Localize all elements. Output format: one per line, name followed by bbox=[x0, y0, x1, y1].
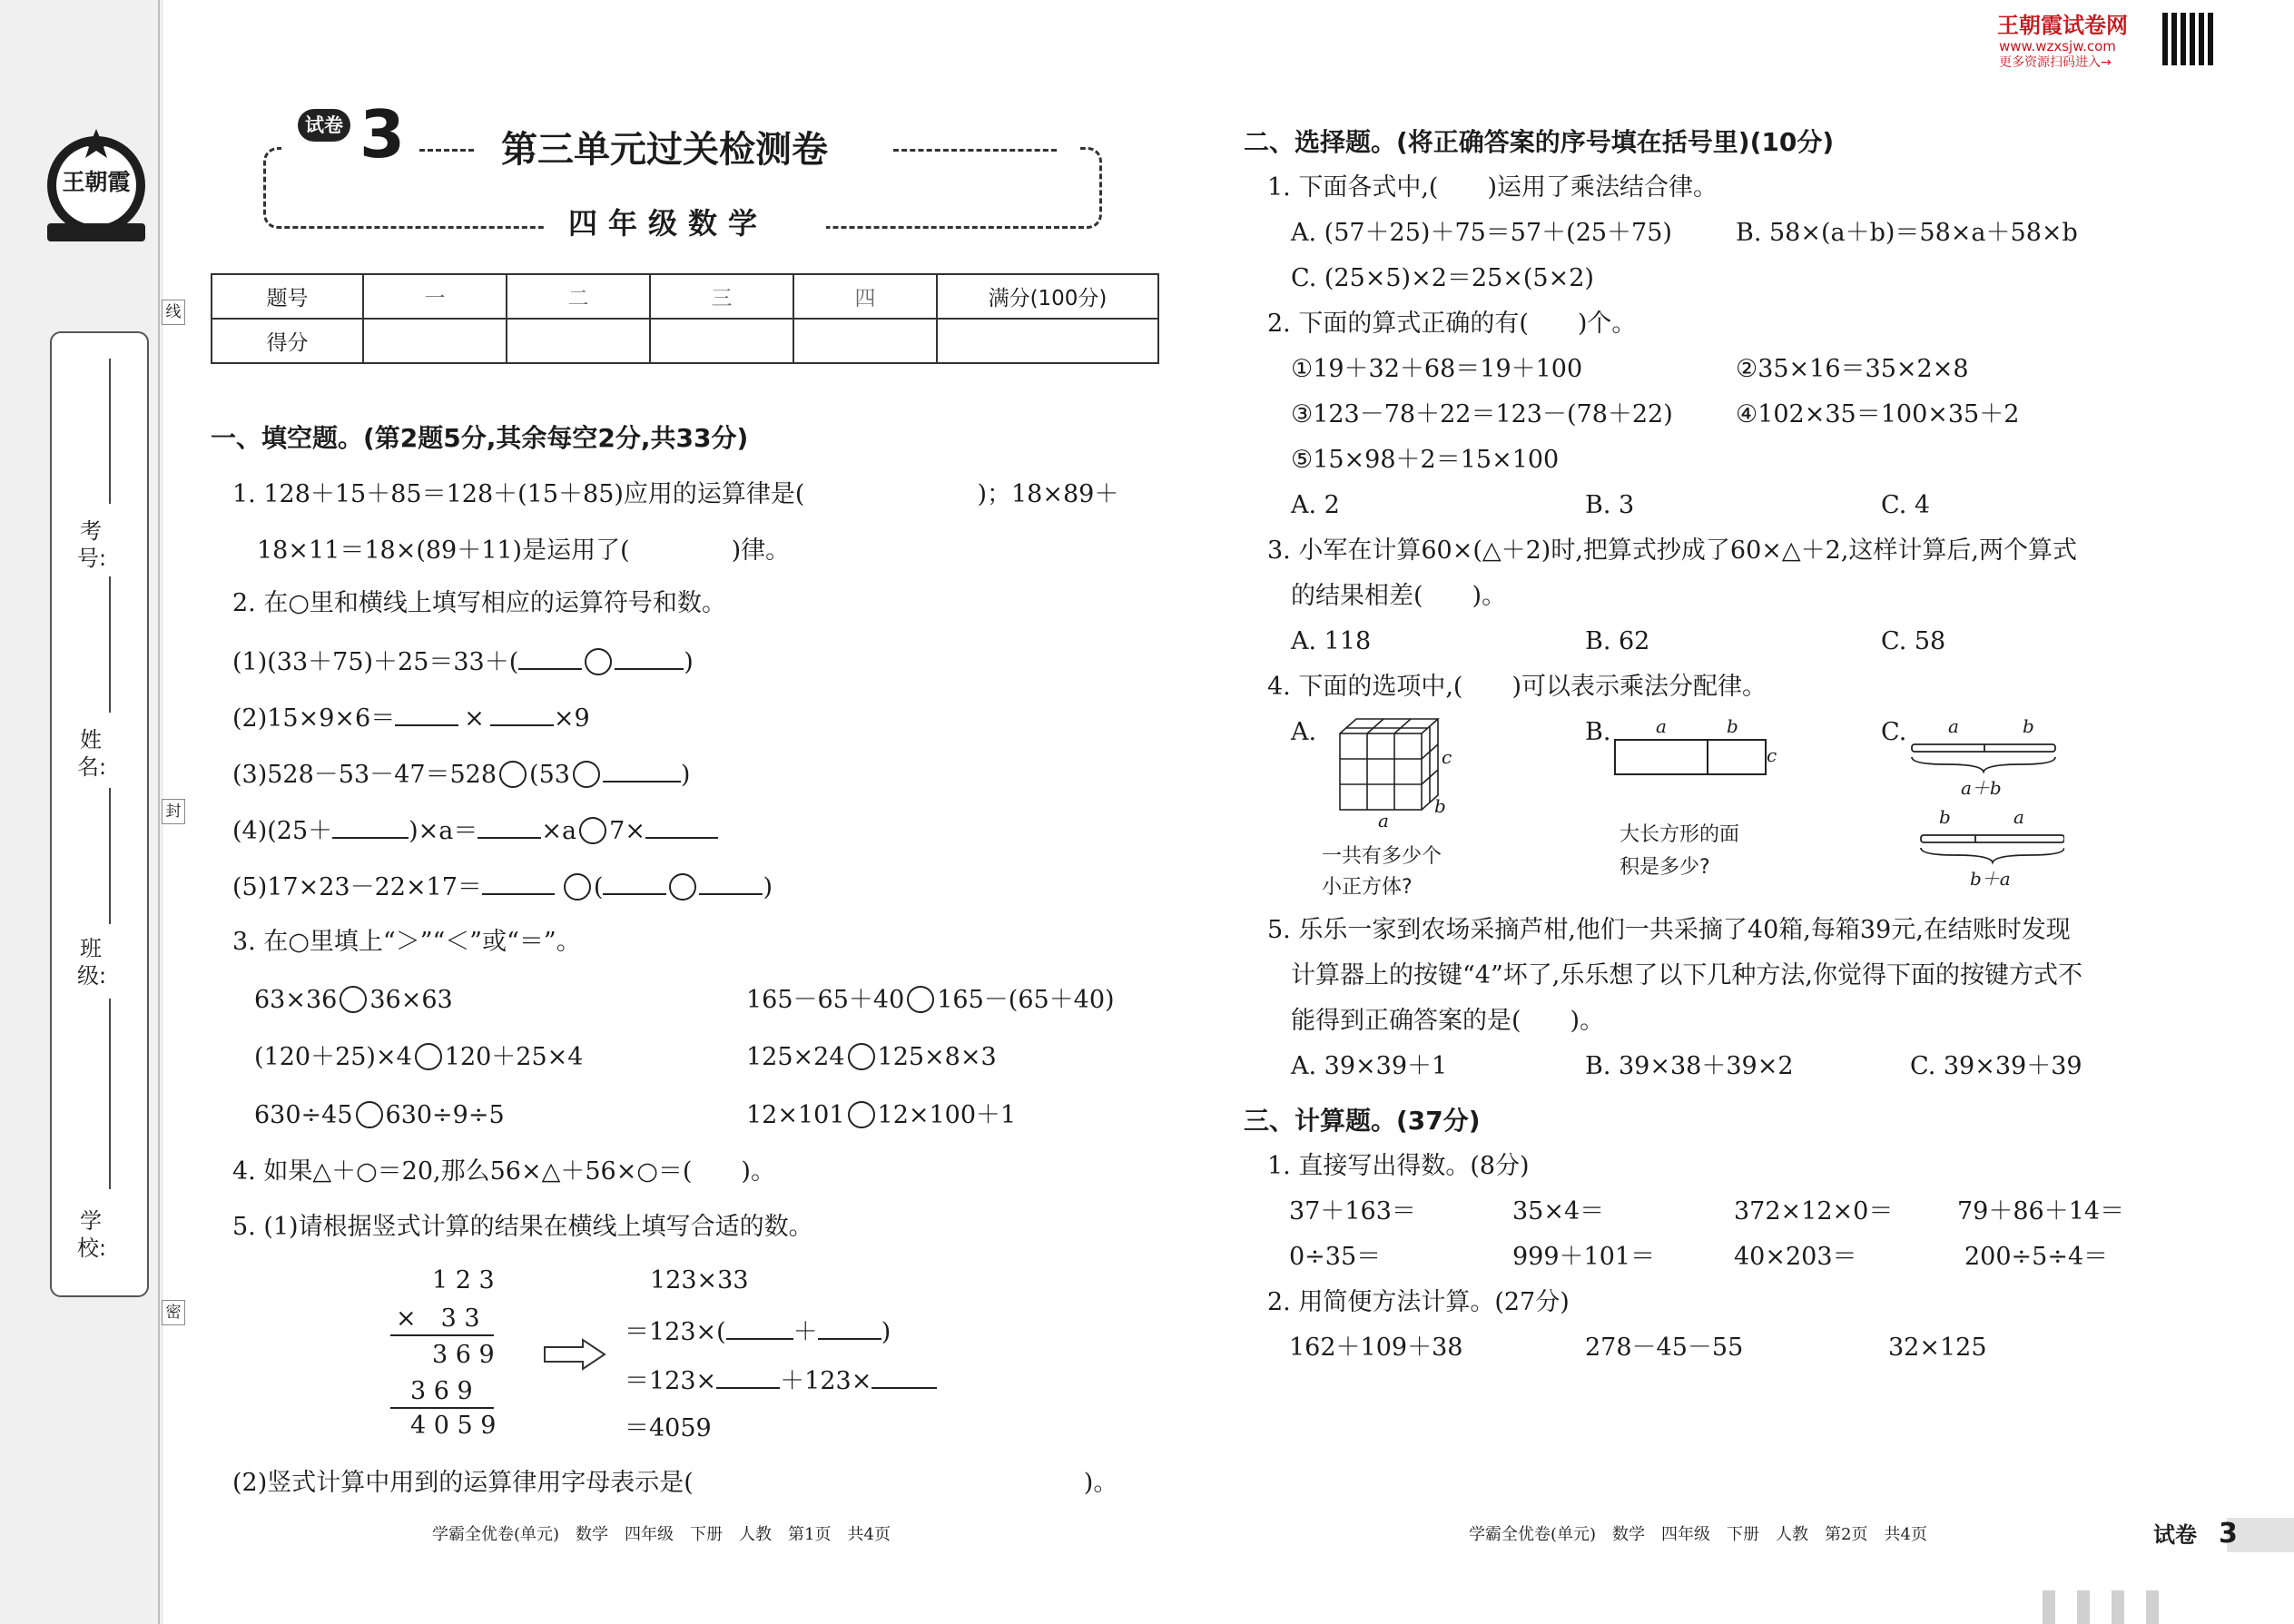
name-underline bbox=[109, 576, 111, 713]
answer-blank[interactable] bbox=[332, 813, 409, 839]
answer-blank[interactable] bbox=[645, 813, 718, 839]
q1-text: 18×11＝18×(89＋11)是运用了( bbox=[257, 536, 630, 565]
score-row-label: 得分 bbox=[212, 319, 363, 363]
q2-text: ( bbox=[593, 873, 604, 901]
q2-3 bbox=[232, 757, 690, 791]
s2-q2-item: ④102×35＝100×35＋2 bbox=[1736, 400, 2020, 428]
operator-circle[interactable] bbox=[499, 761, 527, 788]
caption-a: 一共有多少个 bbox=[1322, 845, 1442, 868]
q1-text: 1. 128＋15＋85＝128＋(15＋85)应用的运算律是( bbox=[232, 480, 805, 508]
operator-circle[interactable] bbox=[573, 761, 600, 788]
answer-blank[interactable] bbox=[482, 870, 555, 895]
dim-label-a: a bbox=[1378, 810, 1389, 832]
score-cell[interactable] bbox=[793, 319, 937, 363]
footer-left: 学霸全优卷(单元) 数学 四年级 下册 人教 第1页 共4页 bbox=[432, 1525, 891, 1544]
dim-label-b: b bbox=[2023, 715, 2034, 737]
calc-item: 37＋163＝ bbox=[1289, 1197, 1416, 1225]
s2-q2-item: ③123－78＋22＝123－(78＋22) bbox=[1291, 400, 1673, 428]
score-cell[interactable] bbox=[937, 319, 1158, 363]
calc-item: 999＋101＝ bbox=[1512, 1243, 1656, 1271]
brand-name: 王朝霞 bbox=[62, 169, 131, 195]
compare-left: 63×36 bbox=[254, 986, 338, 1014]
s2-q2-option-a[interactable]: A. 2 bbox=[1291, 491, 1340, 519]
calc-item: 0÷35＝ bbox=[1289, 1243, 1382, 1271]
caption-b: 积是多少? bbox=[1620, 856, 1710, 879]
q2-text: ×9 bbox=[553, 704, 590, 733]
vertical-calc-row: 3 6 9 bbox=[432, 1341, 495, 1369]
q2-text: (1)(33＋75)＋25＝33＋( bbox=[232, 648, 519, 676]
answer-blank[interactable] bbox=[615, 645, 684, 670]
s2-q2-item: ②35×16＝35×2×8 bbox=[1736, 355, 1969, 383]
exam-badge: 试卷 bbox=[298, 109, 350, 142]
s2-q3-option-c[interactable]: C. 58 bbox=[1881, 627, 1946, 655]
brand-url: www.wzxsjw.com bbox=[1999, 38, 2116, 54]
student-info-panel bbox=[50, 331, 149, 1297]
score-header-cell: 满分(100分) bbox=[937, 274, 1158, 319]
s2-q5-option-a[interactable]: A. 39×39＋1 bbox=[1291, 1052, 1448, 1080]
s2-q5-line1: 5. 乐乐一家到农场采摘芦柑,他们一共采摘了40箱,每箱39元,在结账时发现 bbox=[1267, 916, 2071, 944]
compare-right: 630÷9÷5 bbox=[385, 1101, 505, 1129]
cut-mark-xian: 线 bbox=[162, 300, 185, 325]
answer-blank[interactable] bbox=[395, 701, 458, 726]
page-tag-label: 试卷 bbox=[2153, 1522, 2197, 1548]
binding-line bbox=[158, 0, 160, 1624]
step-text: ＝123× bbox=[625, 1367, 717, 1395]
q1-text: )；18×89＋ bbox=[977, 480, 1119, 508]
calc-item: 79＋86＋14＝ bbox=[1957, 1197, 2125, 1225]
q5-2-text: )。 bbox=[1083, 1469, 1118, 1497]
class-label: 班级: bbox=[77, 936, 107, 989]
compare-item bbox=[254, 1042, 583, 1073]
operator-circle[interactable] bbox=[579, 817, 606, 844]
section3-title: 三、计算题。(37分) bbox=[1244, 1106, 1481, 1136]
answer-blank[interactable] bbox=[478, 813, 541, 839]
s2-q2-option-c[interactable]: C. 4 bbox=[1881, 491, 1931, 519]
score-cell[interactable] bbox=[650, 319, 793, 363]
cut-mark-mi: 密 bbox=[162, 1300, 185, 1325]
s2-q2-item: ①19＋32＋68＝19＋100 bbox=[1291, 355, 1583, 383]
score-cell[interactable] bbox=[507, 319, 650, 363]
q5-1: 5. (1)请根据竖式计算的结果在横线上填写合适的数。 bbox=[232, 1213, 813, 1241]
answer-blank[interactable] bbox=[603, 757, 681, 782]
dim-label-b: b bbox=[1939, 806, 1951, 828]
dim-label-c: c bbox=[1442, 746, 1452, 768]
page-tag-number: 3 bbox=[2219, 1518, 2238, 1550]
score-header-cell: 二 bbox=[507, 274, 650, 319]
answer-blank[interactable] bbox=[699, 870, 763, 895]
compare-item bbox=[254, 985, 453, 1016]
dim-label-a: a bbox=[2013, 806, 2024, 828]
compare-left: 165－65＋40 bbox=[746, 986, 905, 1014]
school-label: 学校: bbox=[77, 1208, 107, 1261]
step-row: 123×33 bbox=[650, 1266, 749, 1294]
corner-mark bbox=[2146, 1590, 2159, 1624]
compare-left: 125×24 bbox=[746, 1043, 845, 1071]
name-underline bbox=[109, 359, 111, 504]
calc-item: 40×203＝ bbox=[1734, 1243, 1857, 1271]
q5-2 bbox=[232, 1468, 1117, 1499]
caption-a: 小正方体? bbox=[1322, 876, 1413, 899]
q2-text: (2)15×9×6＝ bbox=[232, 704, 396, 733]
rectangle-figure bbox=[1614, 739, 1767, 775]
cut-mark-feng: 封 bbox=[162, 799, 185, 824]
score-table-header bbox=[212, 274, 1158, 319]
dim-label-b: b bbox=[1727, 715, 1738, 737]
s2-q1-option-a[interactable]: A. (57＋25)＋75＝57＋(25＋75) bbox=[1291, 219, 1672, 247]
s2-q3-option-a[interactable]: A. 118 bbox=[1291, 627, 1372, 655]
section1-title: 一、填空题。(第2题5分,其余每空2分,共33分) bbox=[211, 423, 749, 453]
q2-2 bbox=[232, 701, 590, 734]
compare-left: (120＋25)×4 bbox=[254, 1043, 412, 1071]
q2-text: ×a bbox=[541, 817, 577, 845]
corner-mark bbox=[2043, 1590, 2055, 1624]
compare-right: 12×100＋1 bbox=[877, 1101, 1017, 1129]
q2-text: )×a＝ bbox=[409, 817, 478, 845]
answer-blank[interactable] bbox=[871, 1363, 937, 1389]
score-table bbox=[211, 273, 1159, 364]
q1-line2 bbox=[257, 536, 790, 566]
corner-mark bbox=[2112, 1590, 2124, 1624]
score-header-cell: 四 bbox=[793, 274, 937, 319]
brand-note: 更多资源扫码进入→ bbox=[1999, 55, 2112, 70]
s2-q4-option-a[interactable]: A. bbox=[1291, 718, 1317, 746]
step-row bbox=[625, 1314, 891, 1348]
title-dashes bbox=[419, 149, 474, 152]
vertical-calc-row: 1 2 3 bbox=[432, 1266, 495, 1294]
brand-site-title: 王朝霞试卷网 bbox=[1997, 13, 2128, 38]
calc-item: 372×12×0＝ bbox=[1734, 1197, 1894, 1225]
answer-blank[interactable] bbox=[518, 645, 582, 670]
q2-5 bbox=[232, 870, 773, 903]
q5-2-text: (2)竖式计算中用到的运算律用字母表示是( bbox=[232, 1469, 694, 1497]
arrow-icon bbox=[543, 1338, 606, 1374]
dim-label-a: a bbox=[1656, 715, 1667, 737]
compare-right: 36×63 bbox=[369, 986, 453, 1014]
footer-right: 学霸全优卷(单元) 数学 四年级 下册 人教 第2页 共4页 bbox=[1469, 1525, 1927, 1544]
s2-q2: 2. 下面的算式正确的有( )个。 bbox=[1267, 310, 1637, 338]
s2-q5-option-b[interactable]: B. 39×38＋39×2 bbox=[1585, 1052, 1794, 1080]
score-cell[interactable] bbox=[363, 319, 507, 363]
score-header-cell: 题号 bbox=[212, 274, 363, 319]
answer-blank[interactable] bbox=[726, 1314, 793, 1340]
rectangle-divider bbox=[1707, 739, 1708, 773]
compare-item bbox=[746, 1100, 1016, 1131]
brand-logo bbox=[44, 129, 149, 245]
q2-text: (4)(25＋ bbox=[232, 817, 333, 845]
name-label: 姓名: bbox=[77, 727, 107, 780]
vertical-calc-line bbox=[390, 1407, 494, 1409]
q2-text: × bbox=[464, 704, 485, 733]
compare-circle[interactable] bbox=[415, 1043, 442, 1070]
answer-blank[interactable] bbox=[818, 1314, 881, 1340]
compare-circle[interactable] bbox=[340, 986, 367, 1013]
s2-q1-option-c[interactable]: C. (25×5)×2＝25×(5×2) bbox=[1291, 264, 1594, 292]
operator-circle[interactable] bbox=[669, 873, 696, 901]
calc-item: 200÷5÷4＝ bbox=[1964, 1243, 2109, 1271]
vertical-calc-line bbox=[390, 1334, 494, 1336]
q2-text: (3)528－53－47＝528 bbox=[232, 761, 497, 789]
compare-right: 120＋25×4 bbox=[444, 1043, 584, 1071]
s2-q5-line3: 能得到正确答案的是( )。 bbox=[1291, 1007, 1605, 1035]
s2-q4-option-b[interactable]: B. bbox=[1585, 718, 1611, 746]
score-header-cell: 三 bbox=[650, 274, 793, 319]
name-underline bbox=[109, 788, 111, 924]
corner-mark bbox=[2077, 1590, 2090, 1624]
qr-code[interactable] bbox=[2162, 13, 2215, 65]
q2-1 bbox=[232, 645, 694, 678]
q3-title: 3. 在○里填上“＞”“＜”或“＝”。 bbox=[232, 928, 581, 956]
s2-q1-option-b[interactable]: B. 58×(a＋b)＝58×a＋58×b bbox=[1736, 219, 2078, 247]
score-header-cell: 一 bbox=[363, 274, 507, 319]
s2-q2-option-b[interactable]: B. 3 bbox=[1585, 491, 1635, 519]
compare-circle[interactable] bbox=[356, 1101, 383, 1128]
s2-q5-line2: 计算器上的按键“4”坏了,乐乐想了以下几种方法,你觉得下面的按键方式不 bbox=[1291, 961, 2082, 989]
s2-q1: 1. 下面各式中,( )运用了乘法结合律。 bbox=[1267, 173, 1718, 202]
sum-label-ab: a＋b bbox=[1961, 777, 2002, 799]
q2-text: ) bbox=[763, 873, 773, 901]
s2-q3-line2: 的结果相差( )。 bbox=[1291, 582, 1507, 610]
step-text: ＋123× bbox=[780, 1367, 872, 1395]
step-text: ＝123×( bbox=[625, 1318, 726, 1346]
vertical-calc-row: 4 0 5 9 bbox=[410, 1412, 497, 1440]
answer-blank[interactable] bbox=[716, 1363, 780, 1389]
cube-stack-figure bbox=[1336, 715, 1445, 821]
score-table-row bbox=[212, 319, 1158, 363]
page-title: 第三单元过关检测卷 bbox=[501, 129, 828, 171]
q2-title: 2. 在○里和横线上填写相应的运算符号和数。 bbox=[232, 589, 726, 617]
step-row: ＝4059 bbox=[625, 1414, 712, 1442]
compare-item bbox=[746, 1042, 997, 1073]
sum-label-ba: b＋a bbox=[1970, 868, 2011, 890]
name-underline bbox=[109, 999, 111, 1189]
s2-q5-option-c[interactable]: C. 39×39＋39 bbox=[1910, 1052, 2082, 1080]
calc-item: 32×125 bbox=[1888, 1334, 1987, 1362]
answer-blank[interactable] bbox=[490, 701, 554, 726]
compare-item bbox=[746, 985, 1115, 1016]
q1-line1 bbox=[232, 479, 1118, 510]
q4: 4. 如果△＋○＝20,那么56×△＋56×○＝( )。 bbox=[232, 1157, 775, 1186]
q2-text: (53 bbox=[529, 761, 570, 789]
s2-q4-option-c[interactable]: C. bbox=[1881, 718, 1907, 746]
compare-circle[interactable] bbox=[848, 1043, 875, 1070]
compare-circle[interactable] bbox=[848, 1101, 875, 1128]
q2-text: 7× bbox=[609, 817, 645, 845]
calc-item: 278－45－55 bbox=[1585, 1334, 1744, 1362]
dim-label-b: b bbox=[1434, 795, 1446, 817]
s3-q2: 2. 用简便方法计算。(27分) bbox=[1267, 1288, 1570, 1316]
q2-text: ) bbox=[680, 761, 691, 789]
step-row bbox=[625, 1363, 937, 1397]
operator-circle[interactable] bbox=[585, 648, 612, 675]
calc-item: 35×4＝ bbox=[1512, 1197, 1605, 1225]
compare-right: 165－(65＋40) bbox=[937, 986, 1115, 1014]
compare-left: 12×101 bbox=[746, 1101, 845, 1129]
s2-q4: 4. 下面的选项中,( )可以表示乘法分配律。 bbox=[1267, 673, 1767, 701]
q1-text: )律。 bbox=[731, 536, 791, 565]
compare-circle[interactable] bbox=[907, 986, 934, 1013]
dim-label-a: a bbox=[1948, 715, 1959, 737]
step-text: ) bbox=[881, 1318, 891, 1346]
caption-b: 大长方形的面 bbox=[1620, 823, 1740, 846]
compare-item bbox=[254, 1100, 505, 1131]
s2-q3-option-b[interactable]: B. 62 bbox=[1585, 627, 1650, 655]
s2-q3-line1: 3. 小军在计算60×(△＋2)时,把算式抄成了60×△＋2,这样计算后,两个算式 bbox=[1267, 536, 2078, 565]
s2-q2-item: ⑤15×98＋2＝15×100 bbox=[1291, 446, 1560, 474]
exam-no-label: 考号: bbox=[77, 518, 107, 571]
q2-text: ) bbox=[684, 648, 694, 676]
q2-text: (5)17×23－22×17＝ bbox=[232, 873, 482, 901]
q2-4 bbox=[232, 813, 718, 847]
section2-title: 二、选择题。(将正确答案的序号填在括号里)(10分) bbox=[1244, 127, 1835, 157]
vertical-calc-row: × 3 3 bbox=[396, 1304, 480, 1333]
dim-label-c: c bbox=[1767, 744, 1777, 766]
title-dashes bbox=[893, 149, 1057, 152]
step-text: ＋ bbox=[793, 1318, 818, 1346]
compare-right: 125×8×3 bbox=[877, 1043, 997, 1071]
page-subtitle: 四年级数学 bbox=[568, 206, 769, 241]
calc-item: 162＋109＋38 bbox=[1289, 1334, 1463, 1362]
vertical-calc-row: 3 6 9 bbox=[410, 1377, 473, 1405]
exam-number: 3 bbox=[359, 96, 406, 172]
operator-circle[interactable] bbox=[564, 873, 591, 901]
compare-left: 630÷45 bbox=[254, 1101, 353, 1129]
answer-blank[interactable] bbox=[603, 870, 666, 895]
s3-q1: 1. 直接写出得数。(8分) bbox=[1267, 1152, 1530, 1180]
